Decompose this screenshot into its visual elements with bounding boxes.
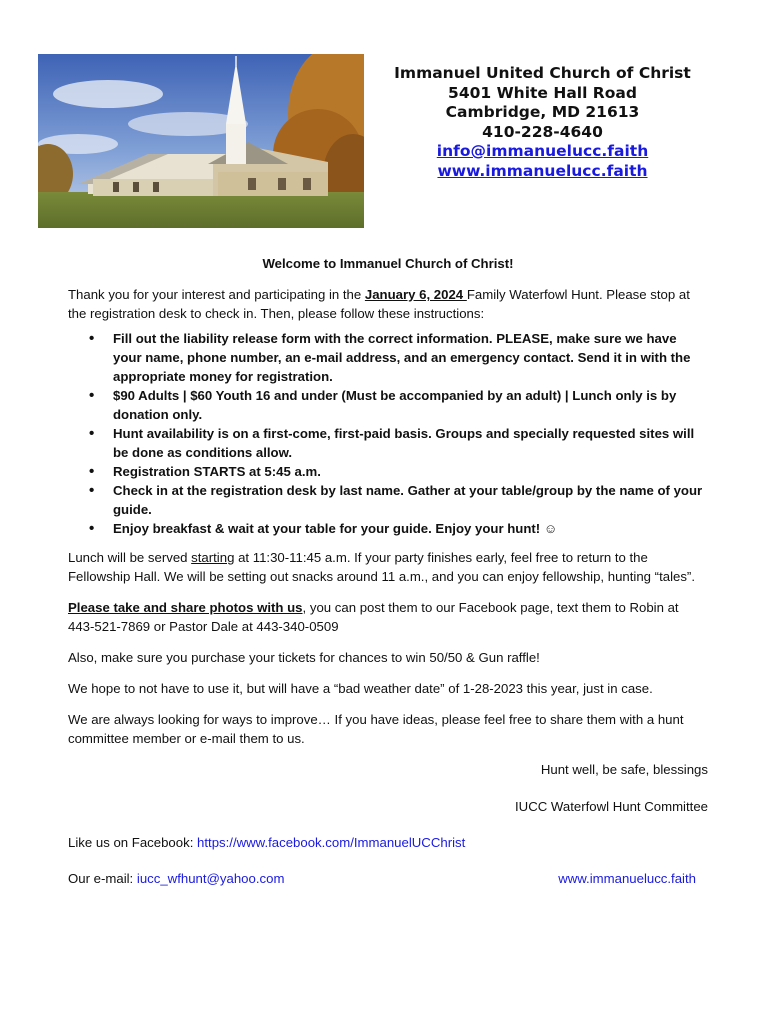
welcome-heading: Welcome to Immanuel Church of Christ! [262, 256, 514, 271]
list-item: • Enjoy breakfast & wait at your table for your guide. Enjoy your hunt! ☺ [113, 519, 708, 538]
raffle-paragraph: Also, make sure you purchase your tickets for chances to win 50/50 & Gun raffle! [68, 650, 540, 665]
hunt-date: January 6, 2024 [364, 287, 467, 302]
weather-paragraph: We hope to not have to use it, but will have a “bad weather date” of 1-28-2023 this year, just in case. [68, 681, 653, 696]
address-line-2: Cambridge, MD 21613 [445, 103, 640, 121]
contact-email-link[interactable]: iucc_wfhunt@yahoo.com [136, 871, 285, 886]
intro-before: Thank you for your interest and participating in the [68, 287, 365, 302]
lunch-before: Lunch will be served [68, 550, 192, 565]
address-line-1: 5401 White Hall Road [448, 83, 637, 102]
committee-signature: IUCC Waterfowl Hunt Committee [515, 799, 708, 814]
facebook-label: Like us on Facebook: [68, 835, 198, 850]
list-item: • Fill out the liability release form with the correct information. PLEASE, make sure we have your name, phone number, an e-mail address, and an emergency contact. Send it in with the appropriate money for registration. [113, 329, 708, 386]
starting-word: starting [191, 550, 235, 565]
lunch-after: at 11:30-11:45 a.m. If your party finishes early, feel free to return to the Fellowship Hall. We will be setting out snacks around 11 a.m., and you can enjoy fellowship, hunting “tales”. [68, 550, 695, 584]
instruction-list [68, 329, 708, 538]
footer-website-link[interactable]: www.immanuelucc.faith [558, 871, 696, 886]
list-item: • Hunt availability is on a first-come, first-paid basis. Groups and specially requested sites will be done as conditions allow. [113, 424, 708, 462]
letter-body [68, 254, 708, 888]
photos-paragraph [68, 598, 708, 636]
intro-paragraph [68, 285, 708, 323]
church-header [340, 64, 745, 181]
improve-paragraph: We are always looking for ways to improve… If you have ideas, please feel free to share them with a hunt committee member or e-mail them to us. [68, 712, 684, 746]
intro-after: Family Waterfowl Hunt. Please stop at the registration desk to check in. Then, please follow these instructions: [68, 287, 690, 321]
list-item: • $90 Adults | $60 Youth 16 and under (Must be accompanied by an adult) | Lunch only is by donation only. [113, 386, 708, 424]
contact-row [68, 869, 708, 888]
facebook-link[interactable]: https://www.facebook.com/ImmanuelUCChrist [197, 835, 466, 850]
email-label: Our e-mail: [68, 871, 137, 886]
church-photo [38, 54, 364, 228]
header-email-link[interactable]: info@immanuelucc.faith [436, 142, 649, 160]
list-item: • Check in at the registration desk by last name. Gather at your table/group by the name of your guide. [113, 481, 708, 519]
lunch-paragraph [68, 548, 708, 586]
photos-rest: , you can post them to our Facebook page, text them to Robin at 443-521-7869 or Pastor Dale at 443-340-0509 [68, 600, 679, 634]
header-website-link[interactable]: www.immanuelucc.faith [437, 161, 648, 180]
closing-line: Hunt well, be safe, blessings [540, 762, 708, 777]
church-name: Immanuel United Church of Christ [394, 64, 691, 82]
photos-lead: Please take and share photos with us [68, 600, 303, 615]
phone-number: 410-228-4640 [482, 122, 603, 141]
list-item: • Registration STARTS at 5:45 a.m. [113, 462, 708, 481]
facebook-line [68, 833, 708, 852]
